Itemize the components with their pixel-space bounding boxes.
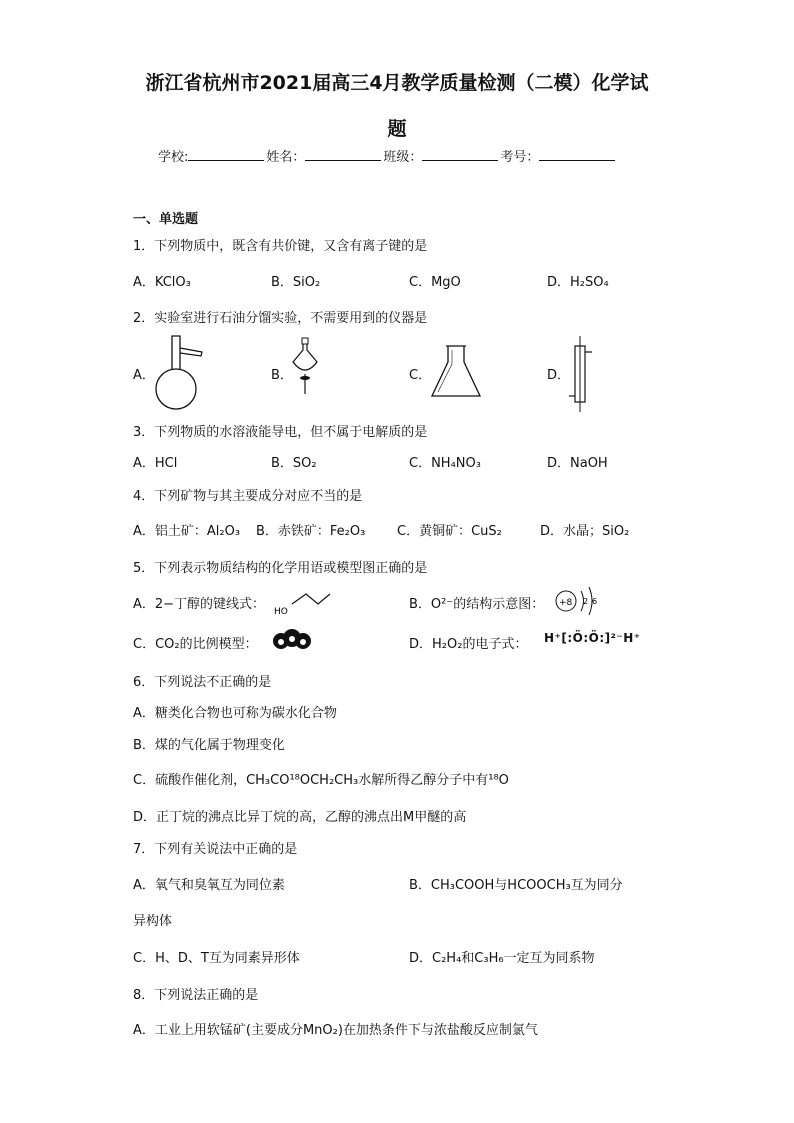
section-heading: 一、单选题 — [133, 212, 199, 227]
school-blank[interactable] — [188, 148, 264, 161]
q5-option-b: B．O²⁻的结构示意图： — [409, 597, 545, 612]
exam-title-line1: 浙江省杭州市2021届高三4月教学质量检测（二模）化学试 — [145, 72, 649, 94]
q3-option-c: C．NH₄NO₃ — [409, 456, 481, 471]
q7-option-b-continued: 异构体 — [133, 914, 173, 929]
class-blank[interactable] — [422, 148, 498, 161]
shell2-electrons-label: 6 — [592, 597, 598, 606]
q6-option-a: A．糖类化合物也可称为碳水化合物 — [133, 706, 337, 721]
q7-option-b: B．CH₃COOH与HCOOCH₃互为同分 — [409, 878, 623, 893]
q6-option-d: D．正丁烷的沸点比异丁烷的高，乙醇的沸点出M甲醚的高 — [133, 810, 467, 825]
q8-stem: 8．下列说法正确的是 — [133, 988, 259, 1003]
q6-option-b: B．煤的气化属于物理变化 — [133, 738, 285, 753]
q1-option-b: B．SiO₂ — [271, 275, 321, 290]
q3-option-a: A．HCl — [133, 456, 178, 471]
q6-stem: 6．下列说法不正确的是 — [133, 675, 272, 690]
id-blank[interactable] — [539, 148, 615, 161]
distilling-flask-icon — [152, 334, 212, 412]
q5-option-d: D．H₂O₂的电子式： — [409, 637, 528, 652]
q3-option-d: D．NaOH — [547, 456, 608, 471]
q3-stem: 3．下列物质的水溶液能导电，但不属于电解质的是 — [133, 425, 428, 440]
butanol-ho-label: HO — [274, 607, 288, 617]
q1-stem: 1．下列物质中，既含有共价键，又含有离子键的是 — [133, 239, 428, 254]
nucleus-charge-label: +8 — [559, 598, 573, 608]
q2-option-b: B． — [271, 368, 293, 383]
q1-option-c: C．MgO — [409, 275, 461, 290]
name-blank[interactable] — [305, 148, 381, 161]
name-label: 姓名： — [266, 150, 306, 165]
class-label: 班级： — [383, 150, 423, 165]
q4-option-c: C．黄铜矿：CuS₂ — [397, 524, 502, 539]
q7-option-d: D．C₂H₄和C₃H₆一定互为同系物 — [409, 951, 595, 966]
co2-space-filling-model-icon — [272, 628, 312, 652]
q1-option-d: D．H₂SO₄ — [547, 275, 609, 290]
q2-option-a: A． — [133, 368, 155, 383]
q7-option-c: C．H、D、T互为同素异形体 — [133, 951, 300, 966]
id-label: 考号： — [500, 150, 540, 165]
q4-option-d: D．水晶；SiO₂ — [540, 524, 630, 539]
q5-stem: 5．下列表示物质结构的化学用语或模型图正确的是 — [133, 561, 428, 576]
q4-option-a: A．铝土矿：Al₂O₃ — [133, 524, 241, 539]
oxygen-ion-structure-icon — [553, 583, 605, 619]
q4-option-b: B．赤铁矿：Fe₂O₃ — [256, 524, 366, 539]
q7-stem: 7．下列有关说法中正确的是 — [133, 842, 298, 857]
condenser-tube-icon — [566, 336, 598, 414]
student-info-row — [158, 146, 617, 165]
separatory-funnel-icon — [287, 336, 323, 398]
h2o2-electron-formula: H⁺[:Ö:Ö:]²⁻H⁺ — [544, 631, 641, 645]
q3-option-b: B．SO₂ — [271, 456, 317, 471]
q8-option-a: A．工业上用软锰矿(主要成分MnO₂)在加热条件下与浓盐酸反应制氯气 — [133, 1023, 538, 1038]
butanol-skeletal-formula-icon — [272, 586, 336, 618]
q4-stem: 4．下列矿物与其主要成分对应不当的是 — [133, 489, 363, 504]
exam-title-line2: 题 — [387, 118, 407, 140]
q2-option-d: D． — [547, 368, 571, 383]
q5-option-a: A．2−丁醇的键线式： — [133, 597, 266, 612]
school-label: 学校: — [158, 150, 189, 165]
shell1-electrons-label: 2 — [583, 597, 589, 606]
erlenmeyer-flask-icon — [428, 344, 484, 400]
q7-option-a: A．氧气和臭氧互为同位素 — [133, 878, 285, 893]
q5-option-c: C．CO₂的比例模型： — [133, 637, 258, 652]
q6-option-c: C．硫酸作催化剂，CH₃CO¹⁸OCH₂CH₃水解所得乙醇分子中有¹⁸O — [133, 773, 509, 788]
q2-stem: 2．实验室进行石油分馏实验，不需要用到的仪器是 — [133, 311, 428, 326]
q2-option-c: C． — [409, 368, 432, 383]
q1-option-a: A．KClO₃ — [133, 275, 191, 290]
